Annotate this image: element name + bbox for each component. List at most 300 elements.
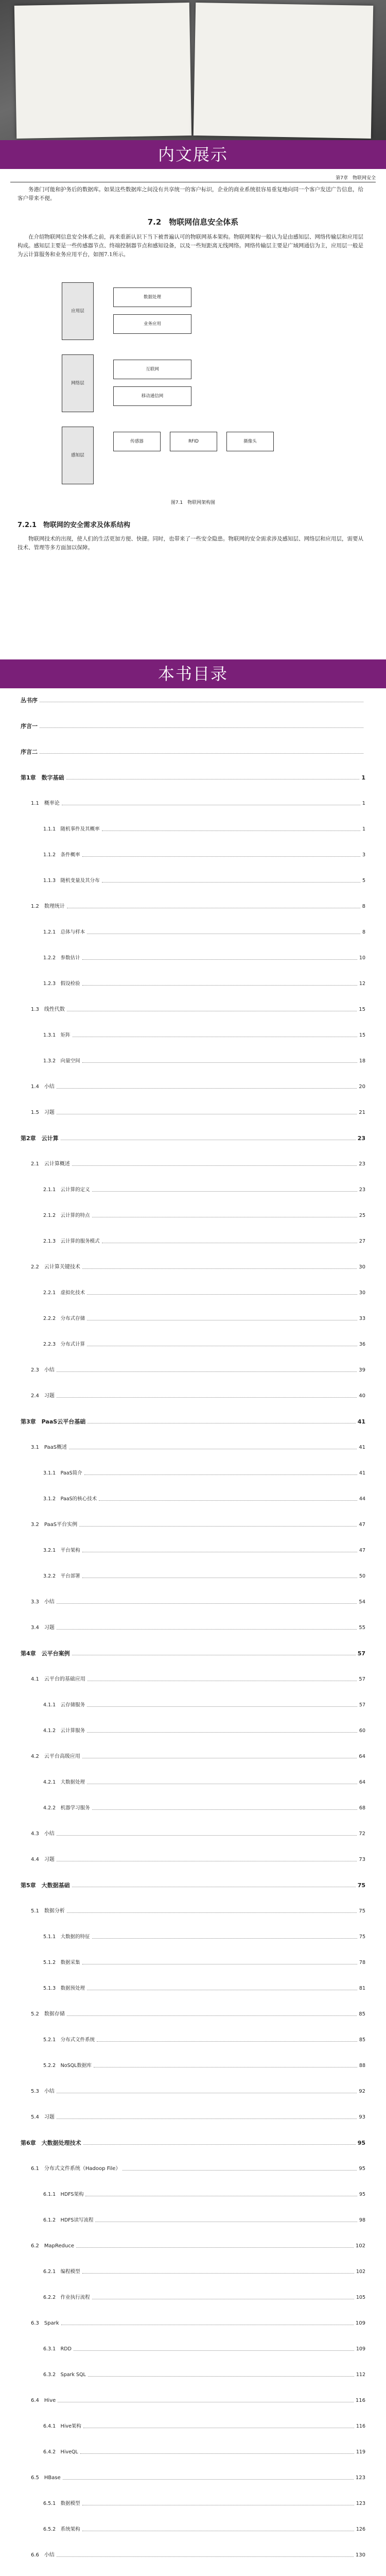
toc-label: 4.2 云平台高级应用: [31, 1754, 80, 1759]
toc-label: 1.2 数理统计: [31, 904, 65, 909]
toc-page-number: 102: [356, 2269, 365, 2275]
toc-page-number: 20: [359, 1084, 365, 1090]
toc-leader: [83, 2139, 356, 2145]
toc-leader: [82, 1547, 357, 1552]
toc-page-number: 130: [355, 2552, 365, 2558]
toc-page-number: 23: [359, 1187, 365, 1193]
toc-leader: [57, 2551, 354, 2557]
subsection-title: 7.2.1 物联网的安全需求及体系结构: [17, 521, 131, 529]
toc-row: [21, 1392, 365, 1400]
figure-1-caption: 图7.1 物联网架构图: [170, 500, 216, 505]
toc-page-number: 1: [361, 774, 365, 781]
toc-page-number: 21: [359, 1110, 365, 1115]
toc-leader: [87, 1315, 357, 1320]
toc-row: [21, 2268, 365, 2276]
toc-row: [21, 2010, 365, 2019]
toc-leader: [97, 2036, 357, 2042]
toc-row: [21, 2422, 365, 2431]
toc-leader: [67, 1006, 357, 1011]
toc-leader: [40, 722, 363, 728]
toc-leader: [61, 1134, 356, 1140]
toc-page-number: 25: [359, 1213, 365, 1218]
toc-leader: [67, 1907, 357, 1913]
toc-leader: [102, 877, 360, 883]
toc-row: [21, 1315, 365, 1323]
toc-label: 1.1.3 随机变量及其分布: [43, 878, 100, 884]
toc-row: [21, 2139, 365, 2147]
toc-label: 2.2.1 虚拟化技术: [43, 1290, 85, 1296]
toc-label: 6.2.2 作业执行流程: [43, 2295, 90, 2300]
toc-leader: [92, 1933, 357, 1939]
toc-leader: [122, 2165, 357, 2171]
toc-label: 6.5.1 数据模型: [43, 2501, 80, 2506]
toc-leader: [87, 928, 360, 934]
toc-row: [21, 1572, 365, 1581]
toc-label: 第4章 云平台案例: [21, 1650, 70, 1657]
toc-page-number: 75: [359, 1934, 365, 1940]
toc-page-number: 10: [359, 955, 365, 961]
content-page-1: [0, 169, 386, 659]
fig1-internet: 互联网: [113, 360, 191, 379]
toc-row: [21, 1186, 365, 1194]
toc-row: [21, 1547, 365, 1555]
toc-label: 6.6 小结: [31, 2552, 55, 2558]
toc-row: [21, 2062, 365, 2070]
toc-leader: [40, 697, 363, 702]
toc-label: 2.2 云计算关键技术: [31, 1264, 80, 1270]
toc-leader: [82, 1753, 357, 1758]
toc-page-number: 27: [359, 1239, 365, 1244]
toc-label: 5.1.2 数据采集: [43, 1960, 80, 1965]
toc-leader: [80, 2448, 354, 2454]
toc-row: [21, 2526, 365, 2534]
toc-leader: [57, 1598, 357, 1604]
fig1-app-layer: 应用层: [62, 282, 94, 340]
toc-leader: [69, 1444, 357, 1449]
toc-leader: [57, 1366, 357, 1372]
paragraph-1: 在介绍物联网信息安全体系之前，再来重新认识下当下被普遍认可的物联网基本架构。物联网架构一般认为是由感知层、网络传输层和应用层构成。感知层主要是一些传感器节点、终端控制器节点和感知设备，以及一些短距离无线网络。网络传输层主要是广域网通信为主，应用层一般是为云计算服务和业务应用平台，如图7.1所示。: [17, 234, 363, 258]
toc-label: 3.2 PaaS平台实例: [31, 1522, 78, 1528]
toc-row: [21, 1083, 365, 1091]
toc-row: [21, 2397, 365, 2405]
toc-label: 1.2.3 假设检验: [43, 981, 80, 987]
toc-page-number: 15: [359, 1032, 365, 1038]
toc-leader: [82, 980, 357, 986]
toc-leader: [63, 2474, 354, 2480]
toc-page-number: 8: [362, 904, 365, 909]
toc-page-number: 98: [359, 2217, 365, 2223]
toc-label: 第5章 大数据基础: [21, 1882, 70, 1889]
toc-label: 5.2.1 分布式文件系统: [43, 2037, 95, 2043]
toc-leader: [72, 1650, 356, 1655]
toc-leader: [92, 1186, 357, 1192]
toc-label: 1.2.1 总体与样本: [43, 929, 85, 935]
toc-label: 5.3 小结: [31, 2089, 55, 2094]
toc-label: 1.5 习题: [31, 1110, 55, 1115]
toc-row: [21, 1006, 365, 1014]
toc-leader: [67, 903, 360, 908]
toc-page-number: 73: [359, 1857, 365, 1862]
toc-label: 4.3 小结: [31, 1831, 55, 1837]
toc-label: 1.2.2 参数估计: [43, 955, 80, 961]
toc-label: 5.1.3 数据预处理: [43, 1986, 85, 1991]
toc-row: [21, 1521, 365, 1529]
toc-row: [21, 1804, 365, 1812]
fig1-mobile-net: 移动通信网: [113, 386, 191, 406]
toc-row: [21, 1495, 365, 1503]
toc-label: 1.1.2 条件概率: [43, 852, 80, 858]
toc-page-number: 119: [356, 2449, 365, 2455]
toc-label: 6.4.1 Hive架构: [43, 2424, 81, 2429]
toc-label: 6.3.2 Spark SQL: [43, 2372, 86, 2378]
toc-leader: [72, 1882, 356, 1887]
toc-page-number: 64: [359, 1754, 365, 1759]
toc-row: [21, 1856, 365, 1864]
toc-page-number: 23: [357, 1135, 365, 1142]
toc-row: [21, 2551, 365, 2560]
toc-label: 2.1 云计算概述: [31, 1161, 70, 1167]
toc-leader: [88, 2371, 354, 2377]
toc-row: [21, 2371, 365, 2379]
toc-page-number: 112: [356, 2372, 365, 2378]
toc-row: [21, 2448, 365, 2456]
toc-leader: [87, 1675, 357, 1681]
toc-label: 3.3 小结: [31, 1599, 55, 1605]
toc-row: [21, 1753, 365, 1761]
toc-row: [21, 1624, 365, 1632]
toc-label: 6.1.2 HDFS读写流程: [43, 2217, 94, 2223]
toc-row: [21, 1907, 365, 1916]
toc-page-number: 5: [362, 878, 365, 884]
toc-page-number: 41: [357, 1418, 365, 1425]
toc-row: [21, 877, 365, 885]
toc-leader: [40, 748, 363, 754]
toc-row: [21, 1263, 365, 1272]
toc-label: 4.2.1 大数据处理: [43, 1780, 85, 1785]
toc-page-number: 75: [357, 1882, 365, 1889]
toc-leader: [57, 1109, 357, 1114]
fig1-rfid: RFID: [170, 432, 217, 451]
toc-leader: [82, 2500, 354, 2505]
toc-label: 3.1.1 PaaS简介: [43, 1470, 82, 1476]
toc-leader: [87, 1701, 357, 1707]
toc-leader: [66, 774, 360, 779]
toc-page-number: 88: [359, 2063, 365, 2069]
toc-row: [21, 2216, 365, 2225]
toc-leader: [82, 1959, 357, 1964]
toc-label: 3.4 习题: [31, 1625, 55, 1631]
toc-label: 1.1 概率论: [31, 801, 60, 806]
toc-row: [21, 1289, 365, 1297]
toc-label: 1.3.1 矩阵: [43, 1032, 71, 1038]
toc-page-number: 57: [359, 1702, 365, 1708]
toc-page-number: 15: [359, 1007, 365, 1012]
toc-page-number: 12: [359, 981, 365, 987]
toc-label: 5.1.1 大数据的特征: [43, 1934, 90, 1940]
toc-leader: [87, 1985, 357, 1990]
toc-label: 4.1.2 云计算服务: [43, 1728, 85, 1734]
toc-leader: [76, 2242, 354, 2248]
toc-page-number: 105: [356, 2295, 365, 2300]
toc-page-number: 36: [359, 1342, 365, 1347]
toc-row: [21, 1057, 365, 1065]
toc-label: 2.1.2 云计算的特点: [43, 1213, 90, 1218]
toc-page-number: 44: [359, 1496, 365, 1502]
toc-row: [21, 722, 365, 731]
toc-leader: [61, 2319, 354, 2325]
toc-page-number: 123: [356, 2501, 365, 2506]
toc-row: [21, 1418, 365, 1426]
toc-label: 2.1.1 云计算的定义: [43, 1187, 90, 1193]
toc-row: [21, 2088, 365, 2096]
toc-page-number: 95: [359, 2192, 365, 2197]
toc-label: 5.4 习题: [31, 2114, 55, 2120]
toc-row: [21, 2294, 365, 2302]
toc-leader: [87, 1289, 357, 1295]
toc-page-number: 1: [362, 826, 365, 832]
toc-leader: [87, 1418, 355, 1423]
toc-row: [21, 1341, 365, 1349]
toc-leader: [73, 1031, 357, 1037]
toc-page-number: 39: [359, 1367, 365, 1373]
toc-row: [21, 800, 365, 808]
toc-leader: [87, 1341, 357, 1346]
toc-page-number: 95: [359, 2166, 365, 2172]
toc-row: [21, 2242, 365, 2250]
toc-row: [21, 1959, 365, 1967]
toc-leader: [82, 1263, 357, 1269]
toc-row: [21, 1650, 365, 1658]
toc-page-number: 47: [359, 1548, 365, 1553]
toc-label: 6.4 Hive: [31, 2398, 56, 2403]
toc-label: 6.1 分布式文件系统（Hadoop File）: [31, 2166, 121, 2172]
toc-row: [21, 1933, 365, 1941]
toc-row: [21, 1134, 365, 1143]
toc-page-number: 8: [362, 929, 365, 935]
toc-page-number: 54: [359, 1599, 365, 1605]
toc-page-number: 57: [357, 1650, 365, 1657]
toc-page-number: 68: [359, 1805, 365, 1811]
toc-row: [21, 748, 365, 756]
toc-row: [21, 2165, 365, 2173]
toc-row: [21, 2036, 365, 2044]
toc-leader: [87, 1727, 357, 1733]
toc-row: [21, 1366, 365, 1375]
toc-page: [0, 688, 386, 2576]
toc-page-number: 3: [362, 852, 365, 858]
toc-leader: [95, 2216, 357, 2222]
toc-label: 第2章 云计算: [21, 1135, 59, 1142]
toc-leader: [57, 1392, 357, 1398]
toc-leader: [82, 954, 357, 960]
toc-row: [21, 1727, 365, 1735]
toc-row: [21, 1882, 365, 1890]
toc-leader: [85, 2191, 357, 2196]
toc-page-number: 40: [359, 1393, 365, 1399]
banner-toc: 本书目录: [0, 659, 386, 688]
toc-label: 6.5.2 系统架构: [43, 2527, 80, 2532]
toc-row: [21, 2345, 365, 2353]
toc-row: [21, 1469, 365, 1478]
toc-label: 6.5 HBase: [31, 2475, 61, 2481]
section-title: 7.2 物联网信息安全体系: [147, 217, 239, 227]
toc-page-number: 75: [359, 1908, 365, 1914]
toc-row: [21, 980, 365, 988]
toc-label: 1.4 小结: [31, 1084, 55, 1090]
toc-leader: [102, 825, 360, 831]
toc-row: [21, 1160, 365, 1168]
toc-page-number: 1: [362, 801, 365, 806]
toc-leader: [102, 1238, 357, 1243]
toc-row: [21, 1109, 365, 1117]
toc-page-number: 47: [359, 1522, 365, 1528]
toc-label: 6.2 MapReduce: [31, 2243, 74, 2249]
toc-row: [21, 954, 365, 962]
toc-leader: [82, 1572, 357, 1578]
toc-page-number: 95: [357, 2140, 365, 2146]
toc-label: 2.4 习题: [31, 1393, 55, 1399]
fig1-business-app: 业务应用: [113, 314, 191, 334]
toc-leader: [57, 1830, 357, 1836]
toc-label: 第1章 数字基础: [21, 774, 64, 781]
toc-leader: [82, 2268, 354, 2274]
toc-leader: [67, 2010, 357, 2016]
toc-row: [21, 697, 365, 705]
toc-page-number: 78: [359, 1960, 365, 1965]
toc-row: [21, 1778, 365, 1787]
toc-leader: [99, 1495, 357, 1501]
toc-label: 5.2.2 NoSQL数据库: [43, 2063, 92, 2069]
toc-leader: [62, 800, 360, 805]
toc-label: 1.3 线性代数: [31, 1007, 65, 1012]
toc-label: 6.1.1 HDFS架构: [43, 2192, 84, 2197]
fig1-sense-layer: 感知层: [62, 427, 94, 484]
toc-label: 4.4 习题: [31, 1857, 55, 1862]
toc-label: 6.3.1 RDD: [43, 2346, 72, 2352]
toc-row: [21, 2319, 365, 2328]
toc-label: 6.2.1 编程模型: [43, 2269, 80, 2275]
toc-row: [21, 1444, 365, 1452]
toc-leader: [92, 1804, 357, 1810]
toc-label: 2.1.3 云计算的服务模式: [43, 1239, 100, 1244]
toc-row: [21, 1985, 365, 1993]
intro-paragraph: 务港门可能和护务后的数据库。如果这些数据库之间没有共享统一的客户标识，企业的商业系统很容易重复地向同一个客户发送广告信息，给客户带来不便。: [17, 187, 363, 201]
toc-row: [21, 851, 365, 859]
page-header: 第7章 物联网安全: [10, 174, 376, 182]
toc-page-number: 41: [359, 1445, 365, 1450]
toc-page-number: 93: [359, 2114, 365, 2120]
toc-leader: [79, 1521, 357, 1527]
toc-row: [21, 1212, 365, 1220]
toc-label: 3.1 PaaS概述: [31, 1445, 67, 1450]
toc-label: 6.3 Spark: [31, 2320, 59, 2326]
toc-row: [21, 1598, 365, 1606]
toc-label: 4.2.2 机器学习服务: [43, 1805, 90, 1811]
toc-leader: [58, 2397, 354, 2402]
toc-label: 5.2 数据存储: [31, 2011, 65, 2017]
toc-row: [21, 825, 365, 834]
toc-label: 丛书序: [21, 697, 38, 704]
toc-leader: [84, 1469, 357, 1475]
toc-page-number: 55: [359, 1625, 365, 1631]
toc-label: 2.3 小结: [31, 1367, 55, 1373]
paragraph-2: 物联网技术的出现，使人们的生活更加方便、快捷。同时，也带来了一些安全隐患。物联网的安全需求涉及感知层、网络层和应用层，需要从技术、管理等多方面加以保障。: [17, 536, 363, 551]
toc-page-number: 102: [355, 2243, 365, 2249]
toc-page-number: 123: [355, 2475, 365, 2481]
toc-label: 4.1 云平台的基础应用: [31, 1676, 85, 1682]
toc-row: [21, 774, 365, 782]
toc-leader: [74, 2345, 354, 2351]
toc-leader: [57, 2113, 357, 2119]
toc-page-number: 85: [359, 2037, 365, 2043]
toc-leader: [57, 1083, 357, 1089]
toc-leader: [82, 851, 360, 857]
toc-row: [21, 2113, 365, 2122]
toc-page-number: 116: [356, 2424, 365, 2429]
toc-label: 2.2.3 分布式计算: [43, 1342, 85, 1347]
toc-label: 5.1 数据分析: [31, 1908, 65, 1914]
toc-page-number: 50: [359, 1573, 365, 1579]
toc-label: 6.4.2 HiveQL: [43, 2449, 78, 2455]
toc-leader: [82, 1057, 357, 1063]
toc-row: [21, 2474, 365, 2482]
toc-row: [21, 2191, 365, 2199]
toc-row: [21, 1701, 365, 1709]
toc-label: 3.2.2 平台部署: [43, 1573, 80, 1579]
toc-label: 1.1.1 随机事件及其概率: [43, 826, 100, 832]
toc-row: [21, 1675, 365, 1684]
toc-page-number: 23: [359, 1161, 365, 1167]
toc-leader: [72, 1160, 357, 1166]
toc-page-number: 30: [359, 1264, 365, 1270]
toc-page-number: 109: [356, 2346, 365, 2352]
toc-leader: [87, 1778, 357, 1784]
fig1-camera: 摄像头: [226, 432, 274, 451]
toc-leader: [92, 2294, 354, 2299]
toc-row: [21, 1238, 365, 1246]
fig1-sensor: 传感器: [113, 432, 161, 451]
toc-row: [21, 2500, 365, 2508]
toc-leader: [83, 2422, 354, 2428]
toc-label: 第3章 PaaS云平台基础: [21, 1418, 86, 1425]
toc-label: 1.3.2 向量空间: [43, 1058, 80, 1064]
toc-label: 第6章 大数据处理技术: [21, 2140, 81, 2146]
toc-page-number: 85: [359, 2011, 365, 2017]
toc-page-number: 30: [359, 1290, 365, 1296]
toc-label: 2.2.2 分布式存储: [43, 1316, 85, 1321]
toc-label: 序言一: [21, 723, 38, 730]
fig1-net-layer: 网络层: [62, 354, 94, 412]
toc-page-number: 60: [359, 1728, 365, 1734]
book-left-page: [14, 3, 191, 139]
toc-page-number: 41: [359, 1470, 365, 1476]
toc-page-number: 81: [359, 1986, 365, 1991]
book-right-page: [194, 3, 373, 139]
toc-leader: [57, 1856, 357, 1861]
toc-page-number: 18: [359, 1058, 365, 1064]
toc-leader: [57, 2088, 357, 2093]
toc-label: 4.1.1 云存储服务: [43, 1702, 85, 1708]
toc-page-number: 72: [359, 1831, 365, 1837]
book-photo: [0, 0, 386, 140]
toc-leader: [92, 1212, 357, 1217]
toc-row: [21, 928, 365, 937]
toc-leader: [57, 1624, 357, 1630]
toc-row: [21, 1830, 365, 1838]
toc-page-number: 57: [359, 1676, 365, 1682]
toc-leader: [82, 2526, 354, 2531]
figure-1: [62, 282, 324, 488]
